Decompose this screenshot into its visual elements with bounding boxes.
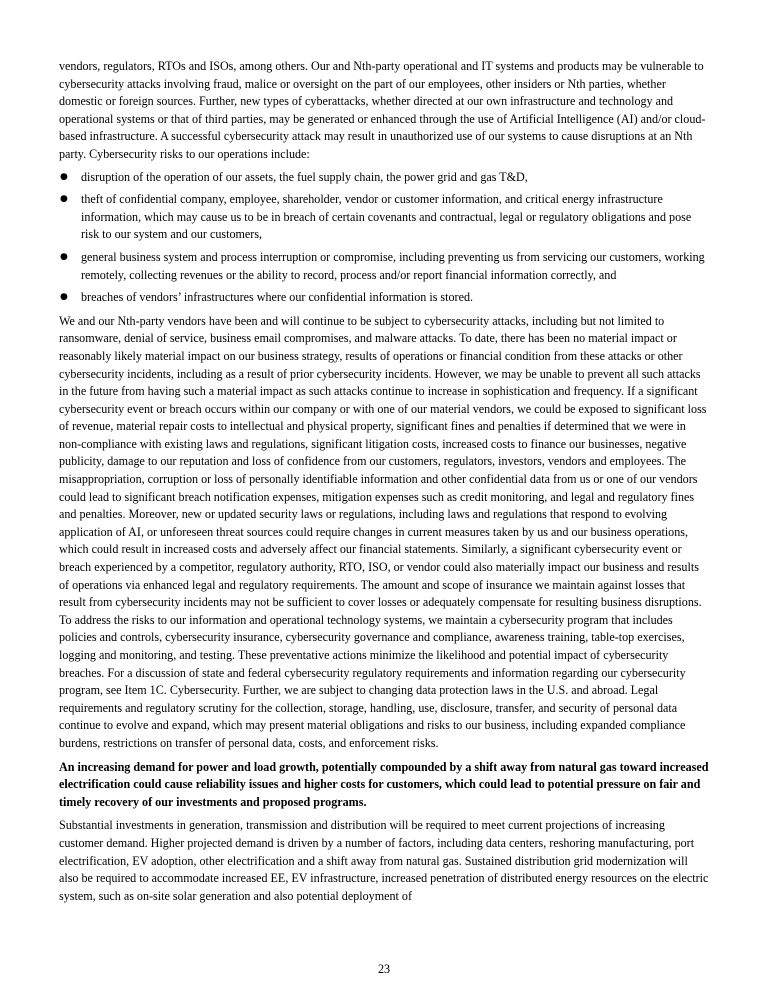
section-heading: An increasing demand for power and load growth, potentially compounded by a shift away from natural gas toward increased electrification could cause reliability issues and higher costs for customers, which could lead to potential pressure on fair and timely recovery of our investments and proposed programs. <box>59 759 709 809</box>
bullet-icon: ● <box>60 292 68 303</box>
list-item <box>59 191 710 244</box>
bullet-icon: ● <box>60 171 68 182</box>
list-item-text: theft of confidential company, employee, shareholder, vendor or customer information, and critical energy infrastructure information, which may cause us to be in breach of certain covenants and contractual, legal or regulatory obligations and pose risk to our system and our customers, <box>81 192 692 242</box>
intro-paragraph: vendors, regulators, RTOs and ISOs, among others. Our and Nth-party operational and IT systems and products may be vulnerable to cybersecurity attacks involving fraud, malice or oversight on the part of our employees, other insiders or Nth parties, whether domestic or foreign sources. Further, new types of cyberattacks, whether directed at our own infrastructure and technology and operational systems or that of third parties, may be generated or enhanced through the use of Artificial Intelligence (AI) and/or cloud-based infrastructure. A successful cybersecurity attack may result in unauthorized use of our systems to cause disruptions at an Nth party. Cybersecurity risks to our operations include: <box>59 59 706 161</box>
bullet-icon: ● <box>60 251 68 262</box>
list-item-text: breaches of vendors’ infrastructures where our confidential information is stored. <box>81 290 474 305</box>
bullet-icon: ● <box>60 194 68 205</box>
list-item <box>59 289 710 307</box>
page-number: 23 <box>377 962 391 976</box>
list-item-text: disruption of the operation of our assets, the fuel supply chain, the power grid and gas T&D, <box>81 169 528 184</box>
final-paragraph: Substantial investments in generation, transmission and distribution will be required to meet current projections of increasing customer demand. Higher projected demand is driven by a number of factors, including data centers, reshoring manufacturing, port electrification, EV adoption, other electrification and a shift away from natural gas. Sustained distribution grid modernization will also be required to accommodate increased EE, EV infrastructure, increased penetration of distributed energy resources on the electric system, such as on-site solar generation and also potential deployment of <box>59 818 709 903</box>
cyber-risk-list <box>59 169 710 307</box>
document-page <box>59 58 710 905</box>
list-item <box>59 169 710 187</box>
list-item-text: general business system and process interruption or compromise, including preventing us from servicing our customers, working remotely, collecting revenues or the ability to record, process and/or report financial information correctly, and <box>81 249 705 282</box>
main-paragraph: We and our Nth-party vendors have been and will continue to be subject to cybersecurity attacks, including but not limited to ransomware, denial of service, business email compromises, and malware attacks. To date, there has been no material impact or reasonably likely material impact on our business strategy, results of operations or financial condition from these attacks or other cybersecurity incidents, including as a result of prior cybersecurity incidents. However, we may be unable to prevent all such attacks in the future from having such a material impact as such attacks continue to increase in sophistication and frequency. If a significant cybersecurity event or breach occurs within our company or with one of our material vendors, we could be exposed to significant loss of revenue, material repair costs to intellectual and physical property, significant fines and penalties if determined that we were in non-compliance with existing laws and regulations, significant litigation costs, increased costs to finance our businesses, negative publicity, damage to our reputation and loss of confidence from our customers, regulators, investors, vendors and employees. The misappropriation, corruption or loss of personally identifiable information and other confidential data from us or one of our vendors could lead to significant breach notification expenses, mitigation expenses such as credit monitoring, and legal and regulatory fines and penalties. Moreover, new or updated security laws or regulations, including laws and regulations that respond to evolving application of AI, or unforeseen threat sources could require changes in current measures taken by us and our business operations, which could result in increased costs and adversely affect our financial statements. Similarly, a significant cybersecurity event or breach experienced by a competitor, regulatory authority, RTO, ISO, or vendor could also materially impact our business and results of operations via enhanced legal and regulatory requirements. The amount and scope of insurance we maintain against losses that result from cybersecurity incidents may not be sufficient to cover losses or adequately compensate for resulting business disruptions. To address the risks to our information and operational technology systems, we maintain a cybersecurity program that includes policies and controls, cybersecurity insurance, cybersecurity governance and compliance, awareness training, table-top exercises, logging and monitoring, and testing. These preventative actions minimize the likelihood and potential impact of cybersecurity breaches. For a discussion of state and federal cybersecurity regulatory requirements and information regarding our cybersecurity program, see Item 1C. Cybersecurity. Further, we are subject to changing data protection laws in the U.S. and abroad. Legal requirements and regulatory scrutiny for the collection, storage, handling, use, disclosure, transfer, and security of personal data continue to evolve and expand, which may present material obligations and risks to our business, including expanded compliance burdens, restrictions on transfer of personal data, costs, and enforcement risks. <box>59 313 707 750</box>
list-item <box>59 249 710 284</box>
